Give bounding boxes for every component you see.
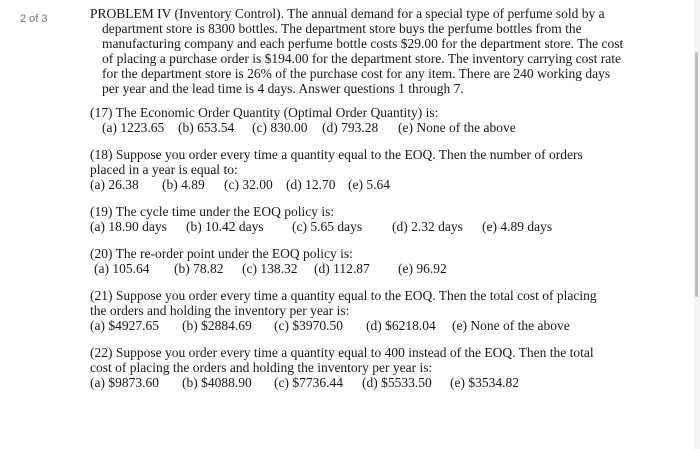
question-text: cost of placing the orders and holding the inventory per year is: — [90, 360, 433, 375]
option-a: (a) 26.38 — [90, 177, 139, 192]
option-e: (e) 4.89 days — [482, 219, 553, 234]
problem-line: PROBLEM IV (Inventory Control). The annual demand for a special type of perfume sold by a — [90, 6, 605, 21]
answer-options — [90, 219, 690, 234]
option-d: (d) 112.87 — [314, 261, 370, 276]
option-b: (b) 4.89 — [162, 177, 205, 192]
option-d: (d) 12.70 — [286, 177, 336, 192]
option-e: (e) None of the above — [398, 120, 516, 135]
option-e: (e) 96.92 — [398, 261, 447, 276]
problem-line: department store is 8300 bottles. The department store buys the perfume bottles from the — [102, 21, 582, 36]
option-b: (b) 10.42 days — [186, 219, 264, 234]
option-a: (a) $9873.60 — [90, 375, 159, 390]
question-text: (21) Suppose you order every time a quantity equal to the EOQ. Then the total cost of placing — [90, 288, 597, 303]
vertical-scrollbar[interactable] — [694, 0, 700, 449]
document-content — [90, 6, 690, 402]
option-e: (e) $3534.82 — [450, 375, 519, 390]
question-20 — [90, 246, 690, 276]
question-19 — [90, 204, 690, 234]
option-a: (a) 105.64 — [94, 261, 150, 276]
answer-options — [90, 375, 690, 390]
answer-options — [90, 120, 690, 135]
option-d: (d) 2.32 days — [392, 219, 463, 234]
problem-line: of placing a purchase order is $194.00 for the department store. The inventory carrying cost rate — [102, 51, 621, 66]
option-e: (e) None of the above — [452, 318, 570, 333]
question-text: (22) Suppose you order every time a quantity equal to 400 instead of the EOQ. Then the total — [90, 345, 594, 360]
scrollbar-thumb[interactable] — [695, 52, 698, 297]
option-d: (d) 793.28 — [322, 120, 379, 135]
question-text: (20) The re-order point under the EOQ policy is: — [90, 246, 353, 261]
question-17 — [90, 105, 690, 135]
option-b: (b) $4088.90 — [182, 375, 252, 390]
option-a: (a) 1223.65 — [102, 120, 165, 135]
problem-line: per year and the lead time is 4 days. Answer questions 1 through 7. — [102, 81, 464, 96]
option-c: (c) $7736.44 — [274, 375, 343, 390]
answer-options — [90, 177, 690, 192]
option-c: (c) 138.32 — [242, 261, 298, 276]
option-b: (b) 78.82 — [174, 261, 224, 276]
question-21 — [90, 288, 690, 333]
question-22 — [90, 345, 690, 390]
question-text: the orders and holding the inventory per year is: — [90, 303, 350, 318]
option-a: (a) 18.90 days — [90, 219, 167, 234]
option-c: (c) 5.65 days — [292, 219, 363, 234]
question-18 — [90, 147, 690, 192]
option-a: (a) $4927.65 — [90, 318, 159, 333]
question-text: (19) The cycle time under the EOQ policy is: — [90, 204, 335, 219]
option-b: (b) $2884.69 — [182, 318, 252, 333]
option-d: (d) $6218.04 — [366, 318, 436, 333]
question-text: (17) The Economic Order Quantity (Optimal Order Quantity) is: — [90, 105, 439, 120]
answer-options — [90, 318, 690, 333]
problem-statement — [90, 6, 690, 96]
option-c: (c) 830.00 — [252, 120, 308, 135]
problem-line: manufacturing company and each perfume bottle costs $29.00 for the department store. The cost — [102, 36, 624, 51]
option-c: (c) 32.00 — [224, 177, 273, 192]
question-text: (18) Suppose you order every time a quantity equal to the EOQ. Then the number of orders — [90, 147, 583, 162]
option-e: (e) 5.64 — [348, 177, 390, 192]
question-text: placed in a year is equal to: — [90, 162, 238, 177]
option-c: (c) $3970.50 — [274, 318, 343, 333]
page-indicator: 2 of 3 — [20, 13, 48, 25]
option-d: (d) $5533.50 — [362, 375, 432, 390]
option-b: (b) 653.54 — [178, 120, 235, 135]
problem-line: for the department store is 26% of the purchase cost for any item. There are 240 working days — [102, 66, 611, 81]
answer-options — [90, 261, 690, 276]
